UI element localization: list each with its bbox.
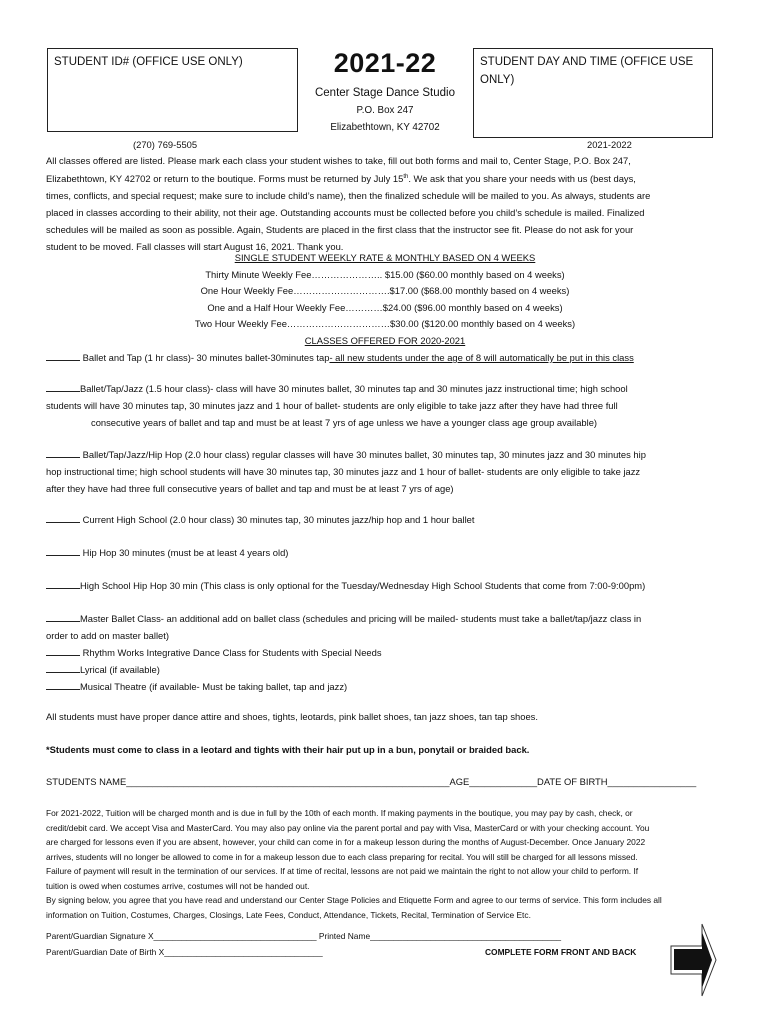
student-id-label: STUDENT ID# (OFFICE USE ONLY) [54,56,243,68]
checkbox-line[interactable] [46,381,80,392]
tuition-line: information on Tuition, Costumes, Charges, Closings, Late Fees, Conduct, Attendance, Tickets, Recital, Termination of Service Etc. [46,909,531,920]
phone: (270) 769-5505 [133,139,198,150]
student-name-line[interactable]: STUDENTS NAME______________________________________________________________AGE_____________DATE OF BIRTH_________________ [46,776,697,787]
class-master-ballet[interactable]: Master Ballet Class- an additional add on ballet class (schedules and pricing will be mailed- students must take a ballet/tap/jazz class in order to add on master ballet) Rhythm Works Integrative Dance Class for Students with Special Needs Lyrical (if available) Musical Theatre (if available- Must be taking ballet, tap and jazz) [46,613,642,692]
tuition-line: are charged for lessons even if you are absent, however, your child can come in for a makeup lesson during the months of August-December. Once January 2022 [46,837,646,847]
intro-line: times, conflicts, and special request; make sure to include child’s name), then the finalized schedule will be mailed to you. As always, students are [46,190,651,202]
intro-line: student to be moved. Fall classes will start August 16, 2021. Thank you. [46,241,344,253]
classes-heading: CLASSES OFFERED FOR 2020-2021 [304,334,466,346]
rate-line: One Hour Weekly Fee………………………….$17.00 ($68.00 monthly based on 4 weeks) [200,285,570,296]
right-arrow-icon [668,920,718,1000]
complete-form-note: COMPLETE FORM FRONT AND BACK [485,947,637,957]
po-box: P.O. Box 247 [356,105,414,116]
rates-heading: SINGLE STUDENT WEEKLY RATE & MONTHLY BASED ON 4 WEEKS [234,252,536,263]
checkbox-line[interactable] [46,662,80,673]
studio-name: Center Stage Dance Studio [314,87,455,99]
checkbox-line[interactable] [46,350,80,361]
class-ballet-tap-jazz-hiphop[interactable]: Ballet/Tap/Jazz/Hip Hop (2.0 hour class) regular classes will have 30 minutes ballet, 30 minutes tap, 30 minutes jazz and 30 minutes hip hop instructional time; high school students will have 30 minutes tap, 30 minutes jazz and 1 hour of ballet- students are only eligible to take jazz after they have had three full consecutive years of ballet and tap and must be at least 7 yrs of age) [46,449,646,494]
class-current-high-school[interactable]: Current High School (2.0 hour class) 30 minutes tap, 30 minutes jazz/hip hop and 1 hour ballet [46,511,736,528]
checkbox-line[interactable] [46,512,80,523]
hair-note: *Students must come to class in a leotard and tights with their hair put up in a bun, ponytail or braided back. [46,744,530,755]
checkbox-line[interactable] [46,679,80,690]
intro-line: placed in classes according to their ability, not their age. Outstanding accounts must be collected before you child’s schedule is mailed. Finalized [46,207,645,219]
right-arrow-icon [668,920,718,1000]
tuition-line: arrives, students will no longer be allowed to come in for a makeup lesson due to each class preparing for recital. You will still be charged for all lessons missed. [46,851,638,862]
rate-line: Two Hour Weekly Fee……………………………$30.00 ($120.00 monthly based on 4 weeks) [194,318,576,329]
class-ballet-tap-jazz[interactable]: Ballet/Tap/Jazz (1.5 hour class)- class will have 30 minutes ballet, 30 minutes tap and 30 minutes jazz instructional time; high school students will have 30 minutes tap, 30 minutes jazz and 1 hour of ballet- students are only eligible to take jazz after they have had three full consecutive years of ballet and tap and must be at least 7 yrs of age unless we have a younger class age group available) [46,383,628,428]
tuition-line: Failure of payment will result in the termination of our services. If at time of recital, lessons are not paid we maintain the right to not allow your child to perform. If [46,866,639,876]
year-title: 2021-22 [333,48,437,78]
year-right: 2021-2022 [587,139,632,150]
tuition-paragraph [46,806,736,922]
student-id-box[interactable] [47,48,298,132]
checkbox-line[interactable] [46,447,80,458]
attire-note: All students must have proper dance attire and shoes, tights, leotards, pink ballet shoes, tan jazz shoes, tan tap shoes. [46,711,538,722]
tuition-line: By signing below, you agree that you have read and understand our Center Stage Policies and Etiquette Form and agree to our terms of service. This form includes all [46,895,662,905]
rate-line: One and a Half Hour Weekly Fee…………$24.00 ($96.00 monthly based on 4 weeks) [207,301,563,313]
class-hs-hip-hop[interactable]: High School Hip Hop 30 min (This class is only optional for the Tuesday/Wednesday High School Students that come from 7:00-9:00pm) [46,577,746,594]
intro-paragraph [46,152,726,255]
rates-section [150,250,620,349]
city: Elizabethtown, KY 42702 [330,122,440,133]
checkbox-line[interactable] [46,578,80,589]
tuition-line: tuition is owed when costumes arrive, costumes will not be handed out. [46,880,310,891]
checkbox-line[interactable] [46,611,80,622]
checkbox-line[interactable] [46,545,80,556]
signature-line[interactable]: Parent/Guardian Signature X___________________________________ Printed Name_________________________________________ [46,931,562,941]
day-time-label: STUDENT DAY AND TIME (OFFICE USE ONLY) [480,56,694,86]
class-hip-hop[interactable]: Hip Hop 30 minutes (must be at least 4 years old) [46,544,736,561]
intro-line: All classes offered are listed. Please mark each class your student wishes to take, fill out both forms and mail to, Center Stage, P.O. Box 247, [46,155,631,166]
tuition-line: For 2021-2022, Tuition will be charged month and is due in full by the 10th of each month. If making payments in the boutique, you may pay by cash, check, or [46,808,633,818]
guardian-dob-line[interactable]: Parent/Guardian Date of Birth X__________________________________ [46,947,323,957]
checkbox-line[interactable] [46,645,80,656]
day-time-box[interactable] [473,48,713,138]
tuition-line: credit/debit card. We accept Visa and MasterCard. You may also pay online via the parent portal and pay with Visa, MasterCard or with your checking account. You [46,822,650,833]
class-ballet-tap[interactable]: Ballet and Tap (1 hr class)- 30 minutes ballet-30minutes tap- all new students under the age of 8 will automatically be put in this class [46,349,736,366]
rate-line: Thirty Minute Weekly Fee………………….. $15.00 ($60.00 monthly based on 4 weeks) [205,268,565,280]
intro-line: Elizabethtown, KY 42702 or return to the boutique. Forms must be returned by July 15th. We ask that you share your needs with us (best days, [46,173,636,185]
intro-line: schedules will be mailed as soon as possible. Again, Students are placed in the first class that the instructor see fit. Please do not ask for your [46,224,634,236]
